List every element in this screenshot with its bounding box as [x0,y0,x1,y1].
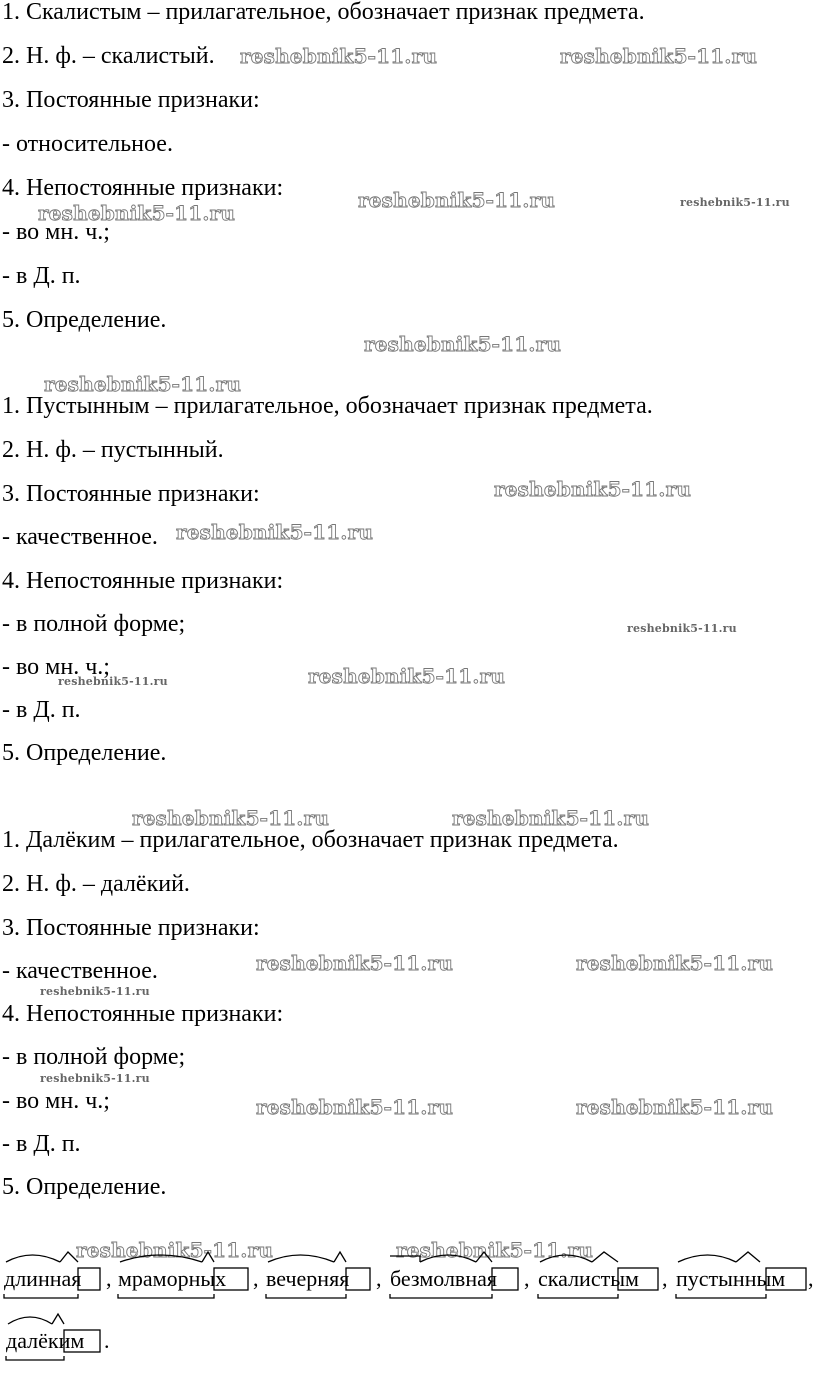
suffix-mark [592,1252,618,1262]
stem-underline [390,1294,492,1298]
ending-box [492,1268,518,1290]
prefix-mark [390,1256,420,1262]
watermark: reshebnik5-11.ru [494,477,692,501]
text-line: 4. Непостоянные признаки: [2,1001,284,1027]
text-line: 2. Н. ф. – далёкий. [2,871,190,897]
watermark: reshebnik5-11.ru [40,985,150,998]
watermark: reshebnik5-11.ru [256,1095,454,1119]
text-line: - качественное. [2,524,158,550]
root-arc [420,1255,476,1262]
suffix-mark [202,1252,214,1262]
watermark: reshebnik5-11.ru [364,332,562,356]
text-line: - относительное. [2,131,173,157]
text-line: - во мн. ч.; [2,654,110,680]
parsed-word: скалистым [538,1266,639,1291]
ending-box [64,1330,100,1352]
text-line: 2. Н. ф. – скалистый. [2,43,215,69]
text-line: - в Д. п. [2,263,81,289]
text-line: 3. Постоянные признаки: [2,87,260,113]
word-separator: , [524,1266,530,1291]
watermark: reshebnik5-11.ru [576,951,774,975]
watermark: reshebnik5-11.ru [308,664,506,688]
morpheme-analysis [0,1250,818,1370]
text-line: 1. Далёким – прилагательное, обозначает признак предмета. [2,827,619,853]
ending-box [214,1268,248,1290]
text-line: 3. Постоянные признаки: [2,915,260,941]
watermark: reshebnik5-11.ru [396,1238,594,1262]
text-line: 1. Пустынным – прилагательное, обозначает признак предмета. [2,393,653,419]
watermark: reshebnik5-11.ru [680,196,790,209]
ending-box [618,1268,658,1290]
watermark: reshebnik5-11.ru [240,44,438,68]
root-arc [8,1317,52,1324]
stem-underline [538,1294,618,1298]
parsed-word: длинная [4,1266,82,1291]
word-separator: , [808,1266,814,1291]
text-line: 5. Определение. [2,307,167,333]
watermark: reshebnik5-11.ru [40,1072,150,1085]
text-line: - в полной форме; [2,611,186,637]
watermark: reshebnik5-11.ru [256,951,454,975]
parsed-word: пустынным [676,1266,786,1291]
watermark: reshebnik5-11.ru [58,675,168,688]
stem-underline [4,1294,78,1298]
ending-box [78,1268,100,1290]
root-arc [6,1255,60,1262]
watermark: reshebnik5-11.ru [38,201,236,225]
root-arc [120,1255,202,1262]
watermark: reshebnik5-11.ru [576,1095,774,1119]
text-line: - качественное. [2,958,158,984]
suffix-mark [736,1252,760,1262]
parsed-word: далёким [6,1328,85,1353]
stem-underline [676,1294,766,1298]
stem-underline [118,1294,214,1298]
suffix-mark [476,1252,492,1262]
morpheme-marks [0,1250,818,1370]
parsed-word: вечерняя [266,1266,350,1291]
watermark: reshebnik5-11.ru [560,44,758,68]
parsed-word: мраморных [118,1266,227,1291]
watermark: reshebnik5-11.ru [76,1238,274,1262]
text-line: - во мн. ч.; [2,219,110,245]
stem-underline [266,1294,346,1298]
word-separator: , [253,1266,259,1291]
ending-box [346,1268,370,1290]
text-line: 2. Н. ф. – пустынный. [2,437,224,463]
watermark: reshebnik5-11.ru [44,372,242,396]
watermark: reshebnik5-11.ru [452,806,650,830]
root-arc [268,1255,334,1262]
watermark: reshebnik5-11.ru [132,806,330,830]
text-line: - в Д. п. [2,697,81,723]
suffix-mark [334,1252,346,1262]
watermark: reshebnik5-11.ru [627,622,737,635]
text-line: - в Д. п. [2,1131,81,1157]
word-separator: , [106,1266,112,1291]
root-arc [540,1255,592,1262]
word-separator: , [662,1266,668,1291]
suffix-mark [52,1314,64,1324]
suffix-mark [60,1252,78,1262]
parsed-word: безмолвная [390,1266,497,1291]
stem-underline [6,1356,64,1360]
text-line: 4. Непостоянные признаки: [2,175,284,201]
word-separator: , [376,1266,382,1291]
text-line: 1. Скалистым – прилагательное, обозначает признак предмета. [2,0,645,25]
watermark: reshebnik5-11.ru [358,188,556,212]
text-line: - в полной форме; [2,1044,186,1070]
ending-box [766,1268,806,1290]
root-arc [678,1255,736,1262]
text-line: 5. Определение. [2,1174,167,1200]
text-line: 4. Непостоянные признаки: [2,568,284,594]
text-line: 5. Определение. [2,740,167,766]
watermark: reshebnik5-11.ru [176,520,374,544]
word-separator: . [104,1328,110,1353]
text-line: - во мн. ч.; [2,1088,110,1114]
text-line: 3. Постоянные признаки: [2,481,260,507]
